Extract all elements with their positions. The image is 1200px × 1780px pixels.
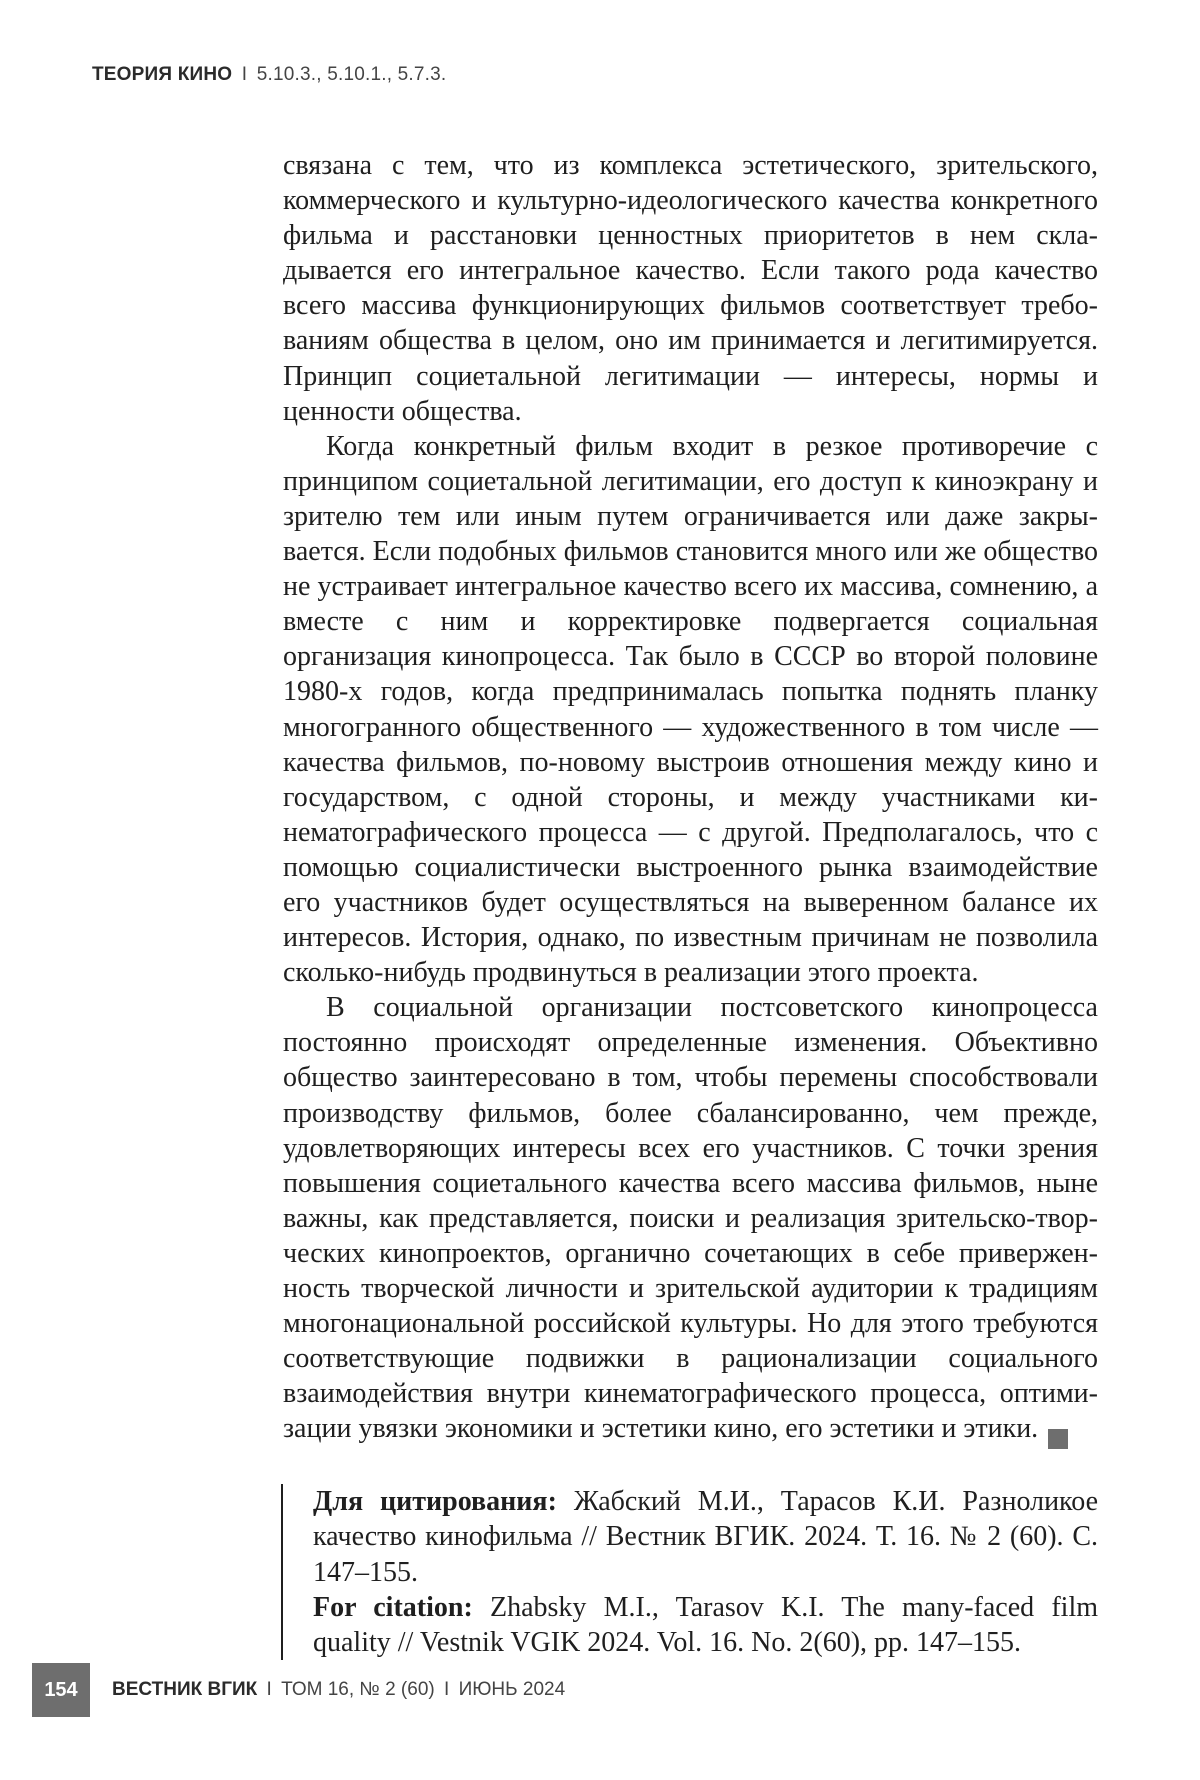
end-of-article-mark	[1048, 1429, 1068, 1449]
citation-ru	[313, 1484, 1098, 1590]
journal-name: ВЕСТНИК ВГИК	[112, 1679, 258, 1700]
page-number: 154	[32, 1663, 90, 1717]
citation-en	[313, 1590, 1098, 1661]
journal-separator-2: I	[444, 1679, 450, 1700]
citation-ru-text: Жабский М.И., Тарасов К.И. Разноликое качество кинофильма // Вестник ВГИК. 2024. Т. 16. № 2 (60). С. 147–155.	[313, 1486, 1099, 1588]
paragraph-3	[283, 990, 1098, 1449]
section-title: ТЕОРИЯ КИНО	[92, 64, 233, 85]
journal-separator-1: I	[266, 1679, 272, 1700]
paragraph-1: связана с тем, что из комплекса эстетического, зрительского, коммерческого и культурно-идеологического качества конкретного фильма и расстановки ценностных приоритетов в нем складывается его интегральное качество. Если такого рода качество всего массива функционирующих фильмов соответствует требованиям общества в целом, оно им принимается и легитимируется. Принцип социетальной легитимации — интересы, нормы и ценности общества.	[283, 150, 1098, 427]
journal-volume: ТОМ 16, № 2 (60)	[281, 1679, 435, 1700]
paragraph-3-text: В социальной организации постсоветского кинопроцесса постоянно происходят определенные изменения. Объективно общество заинтересовано в том, чтобы перемены способствовали производству фильмов, более сбалансированно, чем прежде, удовлетворяющих интересы всех его участников. С точки зрения повышения социетального качества всего массива фильмов, ныне важны, как представляется, поиски и реализация зрительско-творческих кинопроектов, органично сочетающих в себе приверженность творческой личности и зрительской аудитории к традициям многонациональной российской культуры. Но для этого требуются соответствующие подвижки в рационализации социального взаимодействия внутри кинематографического процесса, оптимизации увязки экономики и эстетики кино, его эстетики и этики.	[283, 992, 1098, 1445]
citation-en-text: Zhabsky M.I., Tarasov K.I. The many-faced film quality // Vestnik VGIK 2024. Vol. 16. No. 2(60), pp. 147–155.	[313, 1591, 1099, 1659]
journal-date: ИЮНЬ 2024	[458, 1679, 566, 1700]
citation-ru-label: Для цитирования:	[313, 1486, 557, 1517]
citation-block	[281, 1484, 1098, 1660]
specialty-codes: 5.10.3., 5.10.1., 5.7.3.	[256, 64, 447, 85]
running-head	[92, 64, 446, 86]
running-head-separator: I	[241, 64, 248, 85]
citation-en-label: For citation:	[313, 1591, 473, 1623]
paragraph-2: Когда конкретный фильм входит в резкое противоречие с принципом социетальной легитимации, его доступ к киноэкрану и зрителю тем или иным путем ограничивается или даже закрывается. Если подобных фильмов становится много или же общество не устраивает интегральное качество всего их массива, сомнению, а вместе с ним и корректировке подвергается социальная организация кинопроцесса. Так было в СССР во второй половине 1980-х годов, когда предпринималась попытка поднять планку многогранного общественного — художественного в том числе — качества фильмов, по-новому выстроив отношения между кино и государством, с одной стороны, и между участниками кинематографического процесса — с другой. Предполагалось, что с помощью социалистически выстроенного рынка взаимодействие его участников будет осуществляться на выверенном балансе их интересов. История, однако, по известным причинам не позволила сколько-нибудь продвинуться в реализации этого проекта.	[283, 430, 1098, 989]
page-footer	[32, 1663, 565, 1717]
article-body	[283, 148, 1098, 1449]
journal-info	[112, 1679, 565, 1701]
